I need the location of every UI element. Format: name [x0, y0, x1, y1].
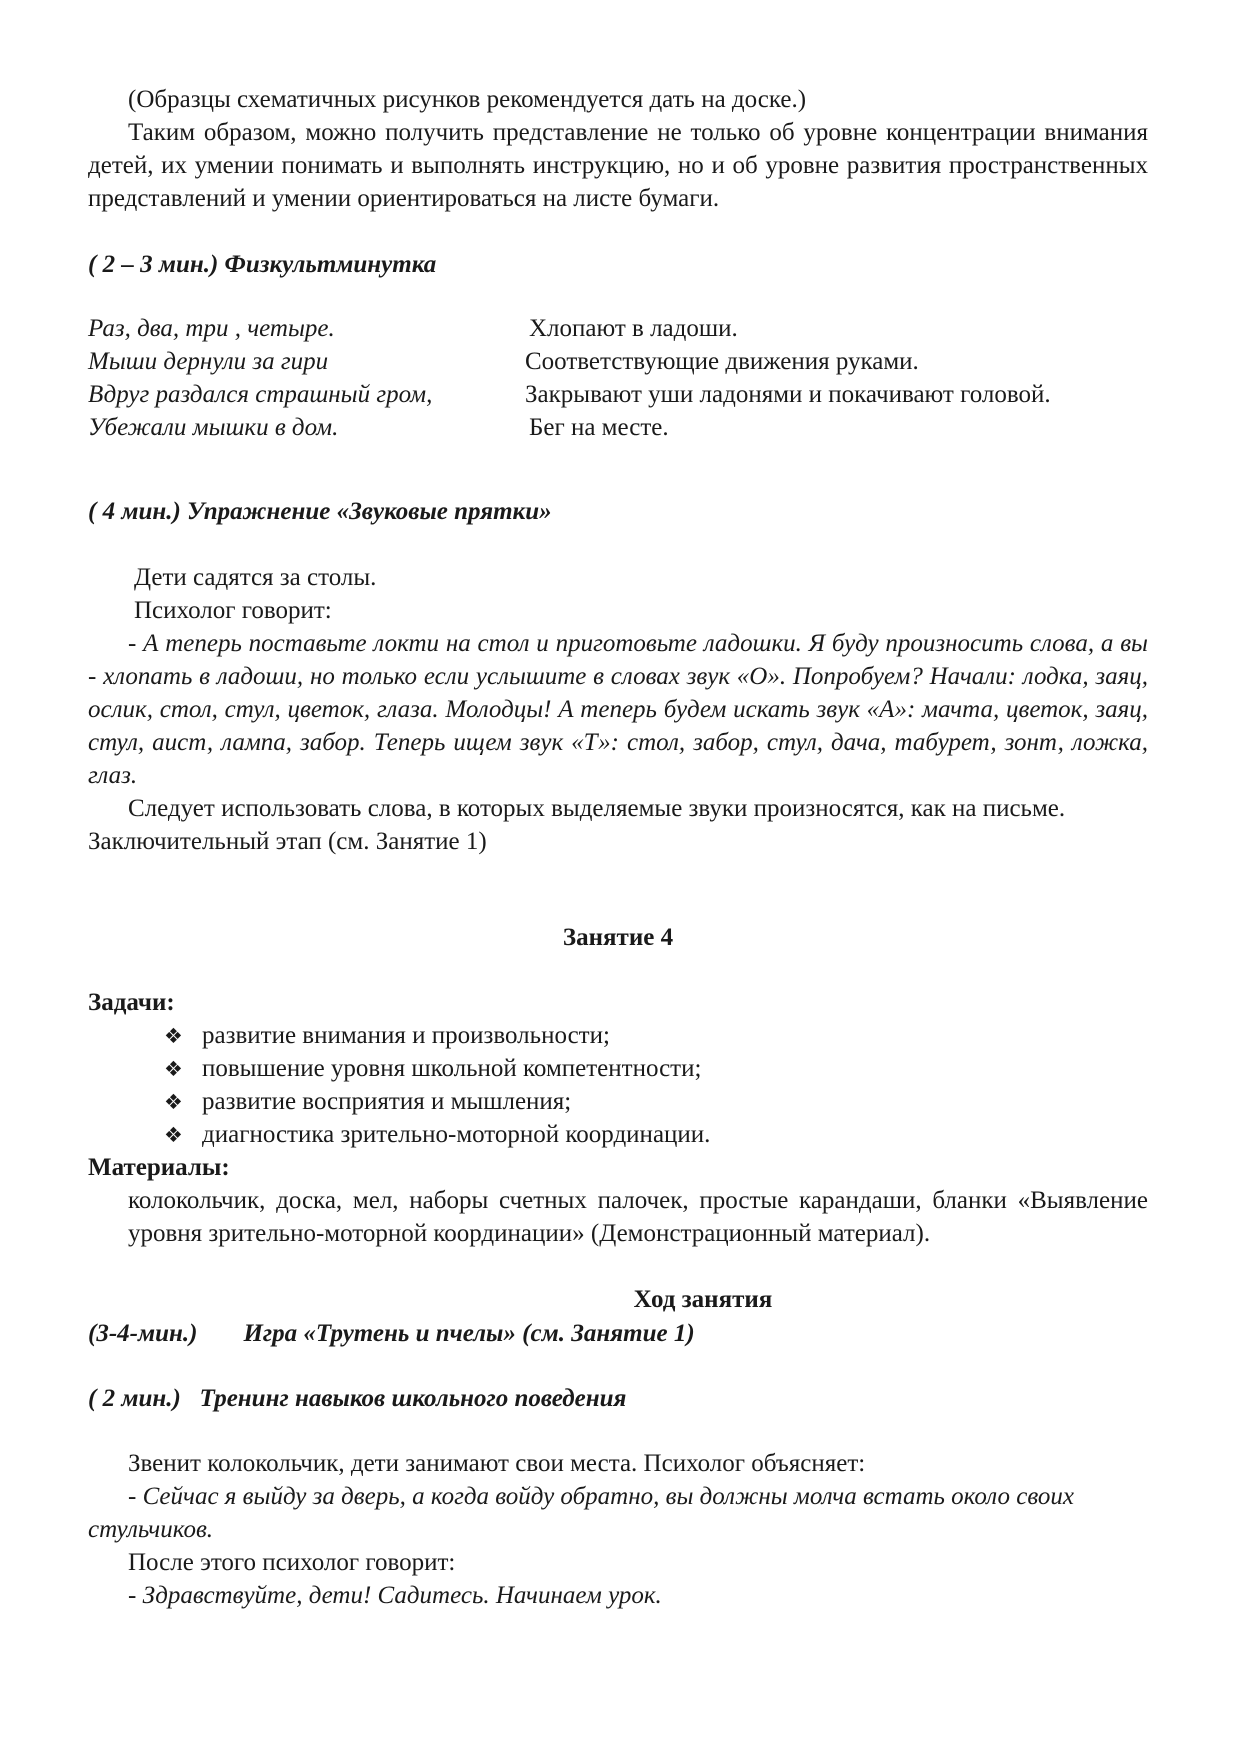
diamond-bullet-icon: ❖ — [164, 1123, 183, 1147]
poem-row — [88, 345, 1148, 378]
zvuk-line-1: Дети садятся за столы. — [134, 564, 377, 591]
zvuk-heading: ( 4 мин.) Упражнение «Звуковые прятки» — [88, 498, 552, 525]
intro-section — [88, 83, 1148, 215]
task-text: диагностика зрительно-моторной координации. — [202, 1121, 711, 1148]
poem-action: Соответствующие движения руками. — [525, 348, 919, 375]
task-item — [164, 1085, 1148, 1118]
fizkult-heading: ( 2 – 3 мин.) Физкультминутка — [88, 251, 437, 278]
poem-verse: Вдруг раздался страшный гром, — [88, 381, 433, 408]
training-heading: ( 2 мин.) Тренинг навыков школьного поведения — [88, 1385, 627, 1412]
diamond-bullet-icon: ❖ — [164, 1090, 183, 1114]
diamond-bullet-icon: ❖ — [164, 1057, 183, 1081]
zvuk-final: Заключительный этап (см. Занятие 1) — [88, 828, 487, 855]
poem-row — [88, 312, 1148, 345]
hod-title: Ход занятия — [633, 1286, 773, 1313]
zvuk-note: Следует использовать слова, в которых выделяемые звуки произносятся, как на письме. — [128, 795, 1066, 822]
diamond-bullet-icon: ❖ — [164, 1024, 183, 1048]
lesson-title: Занятие 4 — [562, 924, 674, 951]
poem-action: Хлопают в ладоши. — [529, 315, 738, 342]
tasks-list — [88, 1019, 1148, 1151]
poem-row — [88, 411, 1148, 444]
training-section — [88, 1447, 1148, 1612]
materials-label: Материалы: — [88, 1154, 230, 1181]
game-time: (3-4-мин.) — [88, 1320, 198, 1347]
tasks-label: Задачи: — [88, 989, 175, 1016]
fizkult-poem — [88, 312, 1148, 444]
task-text: развитие внимания и произвольности; — [202, 1022, 610, 1049]
task-text: развитие восприятия и мышления; — [202, 1088, 572, 1115]
intro-paragraph: Таким образом, можно получить представление не только об уровне концентрации внимания детей, их умении понимать и выполнять инструкцию, но и об уровне развития пространственных представлений и умении ориентироваться на листе бумаги. — [88, 119, 1148, 212]
task-item — [164, 1019, 1148, 1052]
poem-action: Закрывают уши ладонями и покачивают головой. — [525, 381, 1051, 408]
poem-verse: Мыши дернули за гири — [88, 348, 329, 375]
zvuk-speech: - А теперь поставьте локти на стол и приготовьте ладошки. Я буду произносить слова, а вы - хлопать в ладоши, но только если услышите в словах звук «О». Попробуем? Начали: лодка, заяц, ослик, стол, стул, цветок, глаза. Молодцы! А теперь будем искать звук «А»: мачта, цветок, заяц, стул, аист, лампа, забор. Теперь ищем звук «Т»: стол, забор, стул, дача, табурет, зонт, ложка, глаз. — [88, 630, 1148, 789]
poem-verse: Убежали мышки в дом. — [88, 414, 339, 441]
task-text: повышение уровня школьной компетентности; — [202, 1055, 702, 1082]
poem-action: Бег на месте. — [529, 414, 669, 441]
training-line-1: Звенит колокольчик, дети занимают свои места. Психолог объясняет: — [128, 1450, 866, 1477]
materials-text: колокольчик, доска, мел, наборы счетных палочек, простые карандаши, бланки «Выявление уровня зрительно-моторной координации» (Демонстрационный материал). — [128, 1187, 1148, 1247]
poem-row — [88, 378, 1148, 411]
intro-note: (Образцы схематичных рисунков рекомендуется дать на доске.) — [128, 86, 807, 113]
tasks-section — [88, 986, 1148, 1250]
training-line-4: - Здравствуйте, дети! Садитесь. Начинаем урок. — [128, 1582, 662, 1609]
zvuk-section — [88, 561, 1148, 858]
task-item — [164, 1118, 1148, 1151]
game-title: Игра «Трутень и пчелы» (см. Занятие 1) — [243, 1320, 695, 1347]
game-line — [88, 1317, 1148, 1350]
training-line-2: - Сейчас я выйду за дверь, а когда войду обратно, вы должны молча встать около своих стульчиков. — [88, 1483, 1074, 1543]
zvuk-line-2: Психолог говорит: — [134, 597, 332, 624]
training-line-3: После этого психолог говорит: — [128, 1549, 456, 1576]
task-item — [164, 1052, 1148, 1085]
poem-verse: Раз, два, три , четыре. — [88, 315, 335, 342]
